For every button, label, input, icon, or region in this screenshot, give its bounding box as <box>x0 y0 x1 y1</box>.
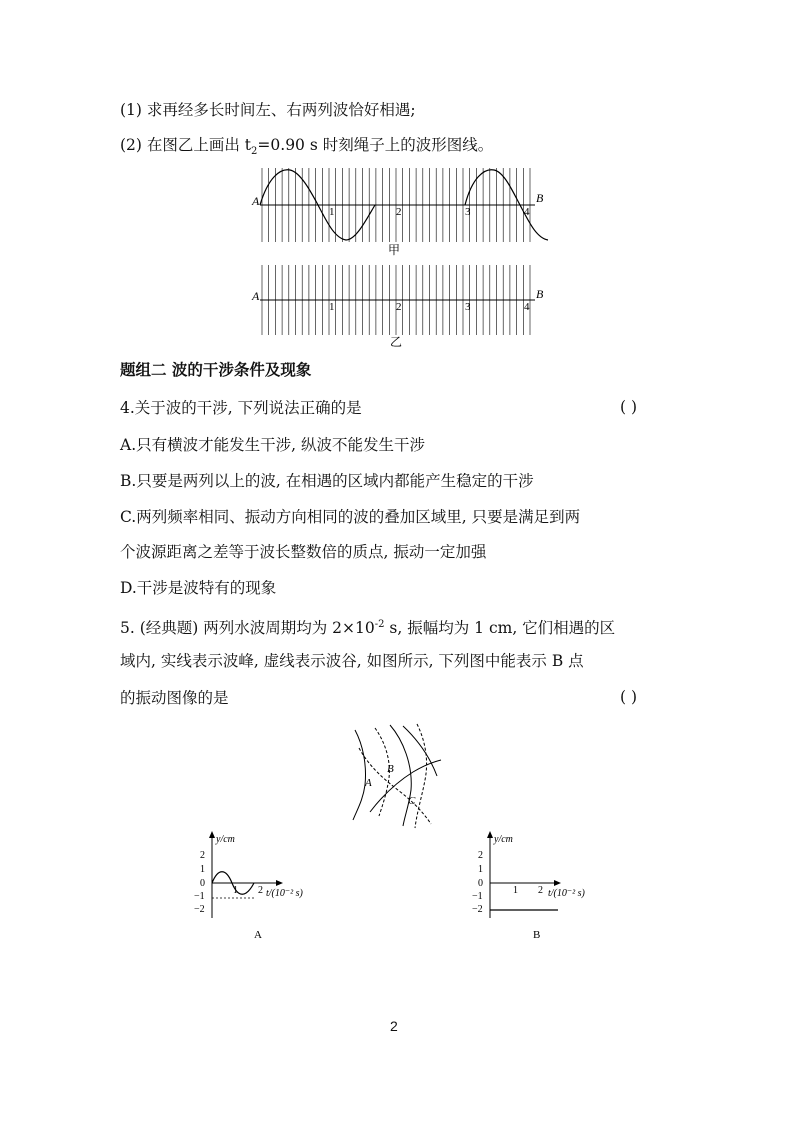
label-B-top: B <box>536 191 544 205</box>
graph-b-ytick-0: 0 <box>478 878 483 889</box>
graph-b-ytick-1: 1 <box>478 864 483 875</box>
tick-1-top: 1 <box>329 206 335 218</box>
graph-a-ytick-0: 0 <box>200 878 205 889</box>
label-A-bottom: A <box>252 289 260 303</box>
q4-option-b: B.只要是两列以上的波, 在相遇的区域内都能产生稳定的干涉 <box>120 472 534 490</box>
tick-3-bottom: 3 <box>465 301 471 313</box>
crest-line-1 <box>353 730 366 820</box>
graph-b-xtick-2: 2 <box>538 885 543 896</box>
q5-line3: 的振动图像的是 <box>120 689 229 707</box>
graph-b-ytick-2: 2 <box>478 850 483 861</box>
q5-answer-paren: ( ) <box>620 688 638 706</box>
q4-stem: 4.关于波的干涉, 下列说法正确的是 <box>120 399 362 417</box>
graph-a-xtick-2: 2 <box>258 885 263 896</box>
graph-b-y-arrow <box>487 831 493 838</box>
graph-a-xlabel: t/(10⁻² s) <box>266 888 303 899</box>
graph-a-caption: A <box>254 929 262 941</box>
q5-line1-sup: -2 <box>374 619 385 630</box>
q5-line1-post: s, 振幅均为 1 cm, 它们相遇的区 <box>384 619 616 638</box>
tick-2-bottom: 2 <box>396 301 402 313</box>
tick-1-bottom: 1 <box>329 301 335 313</box>
q5-line1-pre: 5. (经典题) 两列水波周期均为 2×10 <box>120 619 375 638</box>
tick-4-top: 4 <box>524 206 530 218</box>
q4-answer-paren: ( ) <box>620 398 638 416</box>
q3-part2-pre: (2) 在图乙上画出 t <box>120 136 252 154</box>
q5-line1 <box>120 615 615 638</box>
q3-part2 <box>120 135 493 162</box>
graph-option-a <box>192 828 342 943</box>
graph-b-ylabel: y/cm <box>494 834 513 845</box>
graph-b-x-arrow <box>554 880 561 886</box>
tick-2-top: 2 <box>396 206 402 218</box>
point-A-label: A <box>365 777 372 789</box>
point-C-label: C <box>408 795 416 807</box>
graph-a-x-arrow <box>276 880 283 886</box>
graph-b-xlabel: t/(10⁻² s) <box>548 888 585 899</box>
point-B-label: B <box>387 763 394 775</box>
tick-3-top: 3 <box>465 206 471 218</box>
crest-line-4 <box>370 760 441 812</box>
graph-a-ytick-1: 1 <box>200 864 205 875</box>
graph-b-ytick-neg1: −1 <box>472 891 483 902</box>
q4-option-c-line1: C.两列频率相同、振动方向相同的波的叠加区域里, 只要是满足到两 <box>120 508 581 526</box>
label-A-top: A <box>252 194 260 208</box>
graph-a-ytick-2: 2 <box>200 850 205 861</box>
section-title: 题组二 波的干涉条件及现象 <box>120 361 312 379</box>
trough-line-3 <box>415 724 427 828</box>
q4-option-a: A.只有横波才能发生干涉, 纵波不能发生干涉 <box>120 436 425 454</box>
caption-jia: 甲 <box>388 243 401 257</box>
graph-option-b <box>470 828 620 943</box>
q4-option-c-line2: 个波源距离之差等于波长整数倍的质点, 振动一定加强 <box>120 543 487 561</box>
tick-4-bottom: 4 <box>524 301 530 313</box>
q3-part2-post: =0.90 s 时刻绳子上的波形图线。 <box>257 136 494 154</box>
page-number: 2 <box>390 1018 398 1034</box>
graph-a-y-arrow <box>209 831 215 838</box>
q5-line2: 域内, 实线表示波峰, 虚线表示波谷, 如图所示, 下列图中能表示 B 点 <box>120 652 584 670</box>
graph-b-caption: B <box>533 929 541 941</box>
graph-b-ytick-neg2: −2 <box>472 904 483 915</box>
graph-a-ytick-neg2: −2 <box>194 904 205 915</box>
caption-yi: 乙 <box>390 335 403 349</box>
graph-b-xtick-1: 1 <box>513 885 518 896</box>
graph-a-xtick-1: 1 <box>233 885 238 896</box>
q3-part2-sub: 2 <box>251 146 258 158</box>
q3-part1: (1) 求再经多长时间左、右两列波恰好相遇; <box>120 101 416 119</box>
interference-figure <box>345 720 445 830</box>
rope-wave-figure <box>240 160 560 350</box>
label-B-bottom: B <box>536 287 544 301</box>
graph-a-ytick-neg1: −1 <box>194 891 205 902</box>
graph-a-ylabel: y/cm <box>216 834 235 845</box>
q4-option-d: D.干涉是波特有的现象 <box>120 579 277 597</box>
